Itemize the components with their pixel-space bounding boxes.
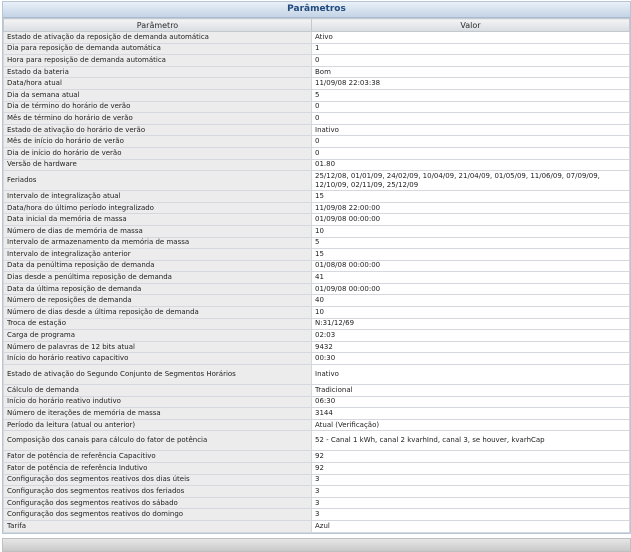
parameter-name-cell: Mês de início do horário de verão [4,136,312,148]
parameter-name-cell: Composição dos canais para cálculo do fator de potência [4,431,312,451]
parameter-value-cell: 3 [312,474,630,486]
table-row [4,78,630,90]
table-row [4,66,630,78]
footer-bar [2,538,631,552]
parameter-value-cell: Inativo [312,124,630,136]
parameter-value-cell: 0 [312,147,630,159]
parameter-value-cell: 3 [312,509,630,521]
panel-title: Parâmetros [3,2,630,18]
table-row [4,307,630,319]
table-row [4,365,630,385]
table-row [4,101,630,113]
table-row [4,497,630,509]
parameter-value-cell: Azul [312,520,630,532]
table-row [4,214,630,226]
parameter-value-cell: 92 [312,451,630,463]
parameters-table [3,18,630,533]
parameter-value-cell: 3144 [312,408,630,420]
table-row [4,55,630,67]
parameter-name-cell: Dia para reposição de demanda automática [4,43,312,55]
table-row [4,237,630,249]
parameter-name-cell: Início do horário reativo capacitivo [4,353,312,365]
parameter-name-cell: Configuração dos segmentos reativos dos dias úteis [4,474,312,486]
parameter-value-cell: 40 [312,295,630,307]
table-row [4,283,630,295]
parameter-value-cell: 15 [312,191,630,203]
parameter-value-cell: 92 [312,463,630,475]
parameter-value-cell: 02:03 [312,330,630,342]
parameter-name-cell: Configuração dos segmentos reativos do sábado [4,497,312,509]
parameter-value-cell: 15 [312,249,630,261]
table-row [4,136,630,148]
table-row [4,191,630,203]
table-row [4,159,630,171]
parameter-value-cell: Bom [312,66,630,78]
parameter-value-cell: 3 [312,497,630,509]
parameter-name-cell: Fator de potência de referência Indutivo [4,463,312,475]
parameter-name-cell: Dia da semana atual [4,89,312,101]
parameter-name-cell: Hora para reposição de demanda automática [4,55,312,67]
parameter-name-cell: Intervalo de integralização anterior [4,249,312,261]
parameter-name-cell: Intervalo de integralização atual [4,191,312,203]
column-header-value: Valor [312,19,630,32]
parameter-name-cell: Dia de início do horário de verão [4,147,312,159]
parameter-value-cell: 25/12/08, 01/01/09, 24/02/09, 10/04/09, 21/04/09, 01/05/09, 11/06/09, 07/09/09, 12/10/09, 02/11/09, 25/12/09 [312,171,630,191]
table-row [4,341,630,353]
parameter-name-cell: Troca de estação [4,318,312,330]
parameter-value-cell: 1 [312,43,630,55]
parameter-value-cell: 0 [312,101,630,113]
parameter-name-cell: Dia de término do horário de verão [4,101,312,113]
table-row [4,124,630,136]
parameter-name-cell: Dias desde a penúltima reposição de demanda [4,272,312,284]
parameter-name-cell: Estado de ativação do Segundo Conjunto de Segmentos Horários [4,365,312,385]
parameter-value-cell: 52 - Canal 1 kWh, canal 2 kvarhInd, canal 3, se houver, kvarhCap [312,431,630,451]
parameter-value-cell: 5 [312,89,630,101]
parameter-value-cell: 00:30 [312,353,630,365]
table-row [4,43,630,55]
parameter-name-cell: Período da leitura (atual ou anterior) [4,419,312,431]
parameter-value-cell: 01/08/08 00:00:00 [312,260,630,272]
parameter-name-cell: Cálculo de demanda [4,385,312,397]
parameter-value-cell: N:31/12/69 [312,318,630,330]
parameter-name-cell: Tarifa [4,520,312,532]
table-row [4,89,630,101]
table-row [4,202,630,214]
parameter-name-cell: Número de dias desde a última reposição de demanda [4,307,312,319]
table-row [4,509,630,521]
parameter-name-cell: Data inicial da memória de massa [4,214,312,226]
parameter-name-cell: Estado da bateria [4,66,312,78]
parameter-value-cell: 9432 [312,341,630,353]
parameter-value-cell: 01/09/08 00:00:00 [312,214,630,226]
parameter-name-cell: Número de iterações de memória de massa [4,408,312,420]
parameter-value-cell: 10 [312,307,630,319]
parameter-name-cell: Fator de potência de referência Capacitivo [4,451,312,463]
parameter-name-cell: Versão de hardware [4,159,312,171]
parameter-name-cell: Configuração dos segmentos reativos dos feriados [4,486,312,498]
parameter-name-cell: Intervalo de armazenamento da memória de massa [4,237,312,249]
parameter-value-cell: 5 [312,237,630,249]
parameter-name-cell: Feriados [4,171,312,191]
parameter-value-cell: 41 [312,272,630,284]
parameter-name-cell: Data da última reposição de demanda [4,283,312,295]
table-row [4,408,630,420]
parameter-value-cell: Atual (Verificação) [312,419,630,431]
table-row [4,330,630,342]
table-row [4,225,630,237]
table-row [4,113,630,125]
parameter-name-cell: Número de palavras de 12 bits atual [4,341,312,353]
parameter-name-cell: Mês de término do horário de verão [4,113,312,125]
parameter-value-cell: 10 [312,225,630,237]
parameter-name-cell: Início do horário reativo indutivo [4,396,312,408]
parameter-value-cell: 11/09/08 22:00:00 [312,202,630,214]
table-row [4,385,630,397]
table-row [4,486,630,498]
table-row [4,318,630,330]
parameter-value-cell: 0 [312,113,630,125]
table-row [4,171,630,191]
table-row [4,396,630,408]
parameter-value-cell: 3 [312,486,630,498]
parameter-value-cell: Ativo [312,32,630,44]
table-row [4,32,630,44]
table-row [4,147,630,159]
parameter-name-cell: Carga de programa [4,330,312,342]
parameter-value-cell: 01.80 [312,159,630,171]
table-row [4,272,630,284]
table-row [4,419,630,431]
table-row [4,463,630,475]
table-row [4,520,630,532]
parameter-name-cell: Data/hora do último período integralizado [4,202,312,214]
table-header-row [4,19,630,32]
parameters-panel [2,1,631,534]
table-row [4,353,630,365]
parameter-name-cell: Estado de ativação do horário de verão [4,124,312,136]
parameter-name-cell: Estado de ativação da reposição de demanda automática [4,32,312,44]
parameter-value-cell: 0 [312,136,630,148]
parameter-name-cell: Data/hora atual [4,78,312,90]
parameter-value-cell: Tradicional [312,385,630,397]
table-row [4,451,630,463]
parameter-value-cell: Inativo [312,365,630,385]
parameter-name-cell: Número de reposições de demanda [4,295,312,307]
table-row [4,249,630,261]
parameter-value-cell: 0 [312,55,630,67]
table-row [4,474,630,486]
column-header-parameter: Parâmetro [4,19,312,32]
parameter-name-cell: Configuração dos segmentos reativos do domingo [4,509,312,521]
table-row [4,431,630,451]
table-row [4,260,630,272]
parameter-value-cell: 01/09/08 00:00:00 [312,283,630,295]
table-row [4,295,630,307]
parameter-value-cell: 11/09/08 22:03:38 [312,78,630,90]
parameter-name-cell: Número de dias de memória de massa [4,225,312,237]
parameter-value-cell: 06:30 [312,396,630,408]
parameter-name-cell: Data da penúltima reposição de demanda [4,260,312,272]
